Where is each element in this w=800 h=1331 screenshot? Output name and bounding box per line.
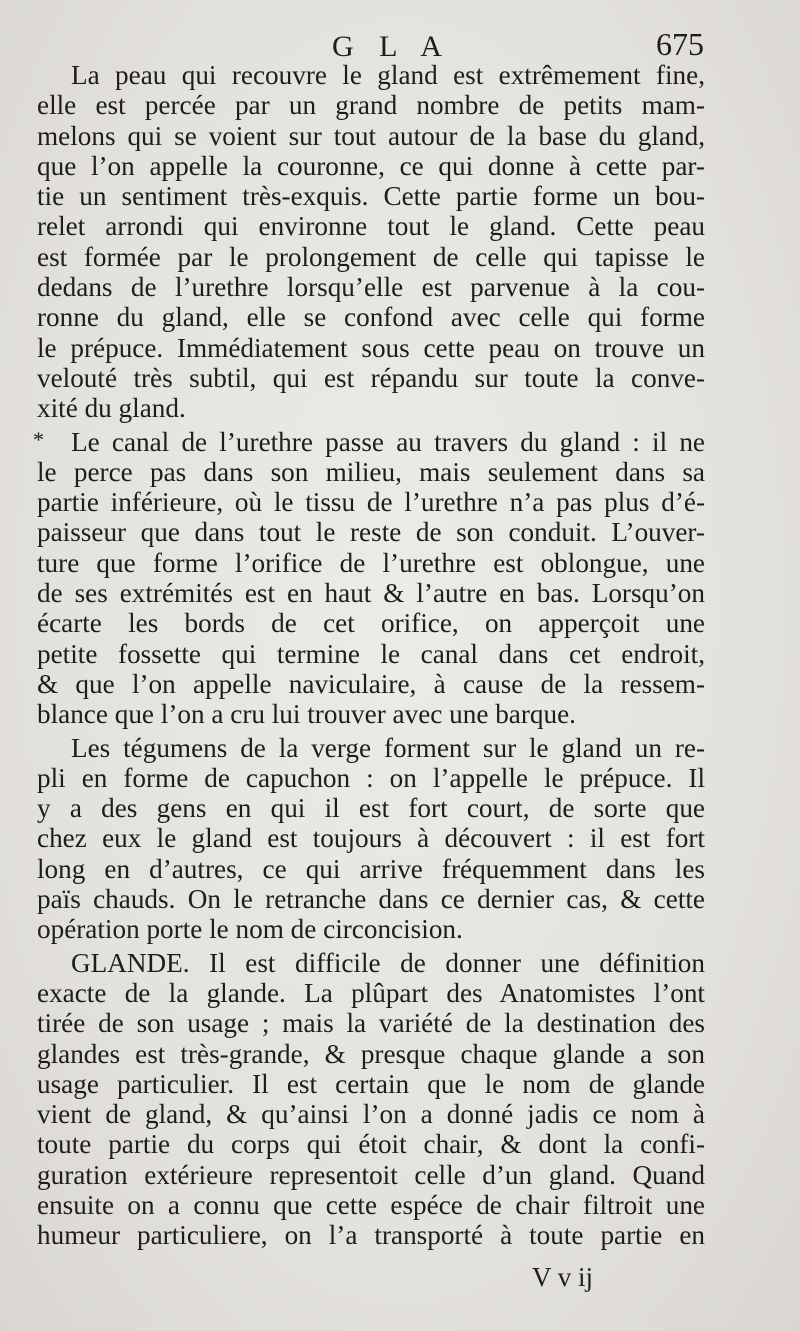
text-line: vient de gland, & qu’ainsi l’on a donné jadis ce nom à: [37, 1099, 705, 1130]
text-line: exacte de la glande. La plûpart des Anatomistes l’ont: [37, 977, 705, 1008]
paragraph-prepuce: [37, 733, 705, 945]
text-line: ensuite on a connu que cette espéce de chair filtroit une: [37, 1189, 705, 1220]
text-line: guration extérieure representoit celle d’un gland. Quand: [37, 1159, 705, 1190]
text-line: Les tégumens de la verge forment sur le gland un re-: [71, 732, 705, 763]
text-line-content: Le canal de l’urethre passe au travers du gland : il ne: [71, 426, 705, 457]
text-line: toute partie du corps qui étoit chair, & dont la confi-: [37, 1129, 705, 1160]
text-line: usage particulier. Il est certain que le nom de glande: [37, 1068, 705, 1099]
text-line: est formée par le prolongement de celle qui tapisse le: [37, 241, 705, 272]
text-line: paisseur que dans tout le reste de son conduit. L’ouver-: [37, 517, 705, 548]
page-number: 675: [656, 26, 704, 62]
paragraph-urethra-canal: [33, 426, 705, 730]
text-line: le perce pas dans son milieu, mais seulement dans sa: [37, 456, 705, 487]
text-line: xité du gland.: [37, 393, 186, 424]
text-line: [33, 426, 705, 457]
signature-mark: V v ij: [532, 1262, 594, 1292]
paragraph-glande: [37, 948, 705, 1251]
text-line: tirée de son usage ; mais la variété de la destination des: [37, 1008, 705, 1039]
text-line: velouté très subtil, qui est répandu sur toute la conve-: [37, 362, 705, 393]
text-line: petite fossette qui termine le canal dans cet endroit,: [37, 638, 705, 669]
text-line: La peau qui recouvre le gland est extrêmement fine,: [71, 60, 705, 90]
text-line: partie inférieure, où le tissu de l’urethre n’a pas plus d’é-: [37, 487, 705, 518]
text-line: y a des gens en qui il est fort court, de sorte que: [37, 793, 705, 824]
body-text: [33, 60, 705, 1251]
text-line: que l’on appelle la couronne, ce qui donne à cette par-: [37, 150, 705, 181]
text-line: melons qui se voient sur tout autour de la base du gland,: [37, 120, 705, 151]
text-line: glandes est très-grande, & presque chaque glande a son: [37, 1038, 705, 1069]
text-line: opération porte le nom de circoncision.: [37, 914, 463, 945]
text-line: le prépuce. Immédiatement sous cette peau on trouve un: [37, 332, 705, 363]
text-line: de ses extrémités est en haut & l’autre en bas. Lorsqu’on: [37, 578, 705, 609]
text-line: ture que forme l’orifice de l’urethre est oblongue, une: [37, 547, 705, 578]
asterisk-marker: *: [33, 426, 44, 452]
text-line: écarte les bords de cet orifice, on apperçoit une: [37, 608, 705, 639]
text-line: GLANDE. Il est difficile de donner une définition: [71, 947, 705, 978]
text-line: long en d’autres, ce qui arrive fréquemment dans les: [37, 853, 705, 884]
running-head-title: G L A: [332, 30, 451, 63]
text-line: & que l’on appelle naviculaire, à cause de la ressem-: [37, 668, 705, 699]
text-line: blance que l’on a cru lui trouver avec une barque.: [37, 699, 576, 730]
paragraph-gland-skin: [37, 60, 705, 424]
text-line: dedans de l’urethre lorsqu’elle est parvenue à la cou-: [37, 272, 705, 303]
text-line: relet arrondi qui environne tout le gland. Cette peau: [37, 211, 705, 242]
text-line: elle est percée par un grand nombre de petits mam-: [37, 90, 705, 121]
text-line: pli en forme de capuchon : on l’appelle le prépuce. Il: [37, 762, 705, 793]
text-line: païs chauds. On le retranche dans ce dernier cas, & cette: [37, 884, 705, 915]
text-line: humeur particuliere, on l’a transporté à toute partie en: [37, 1220, 705, 1251]
text-line: ronne du gland, elle se confond avec celle qui forme: [37, 302, 705, 333]
text-line: tie un sentiment très-exquis. Cette partie forme un bou-: [37, 181, 705, 212]
text-line: chez eux le gland est toujours à découvert : il est fort: [37, 823, 705, 854]
